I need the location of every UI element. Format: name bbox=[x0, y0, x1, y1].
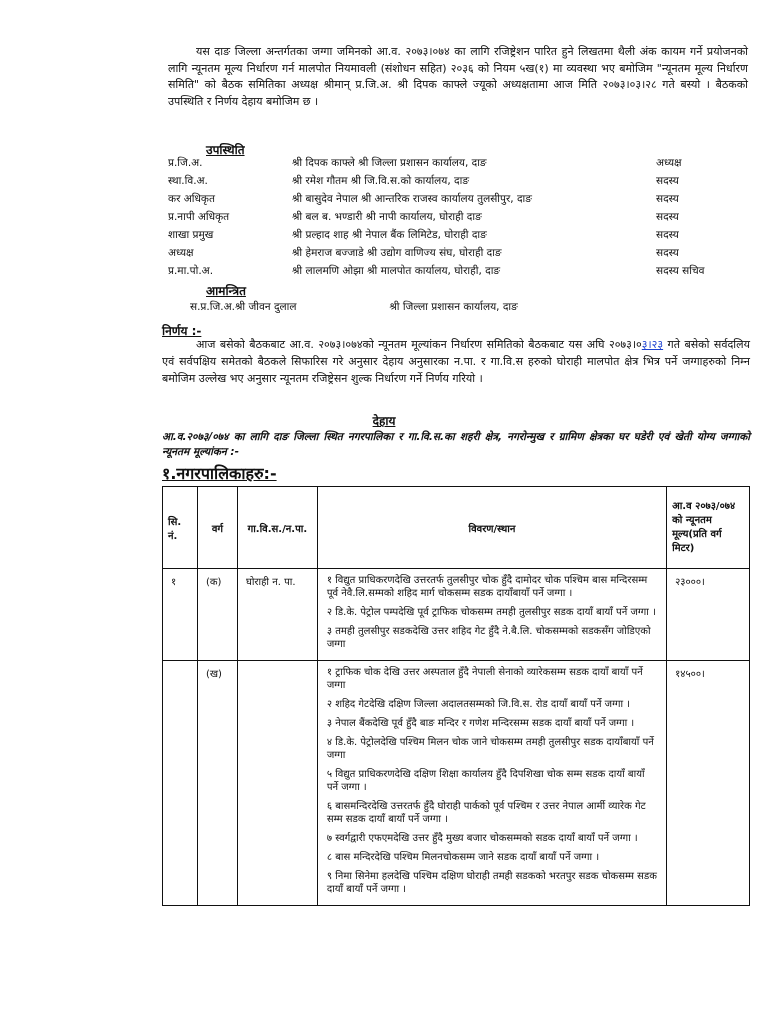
cell-description bbox=[317, 661, 666, 906]
attendance-row bbox=[168, 244, 748, 262]
list-item: ३ तमही तुलसीपुर सडकदेखि उत्तर शहिद गेट हुँदै ने.बै.लि. चोकसम्मको सडकसँग जोडिएको जग्गा bbox=[326, 626, 651, 650]
attendee-post: अध्यक्ष bbox=[168, 247, 194, 259]
list-item: ३ नेपाल बैंकदेखि पूर्व हुँदै बाङ मन्दिर र गणेश मन्दिरसम्म सडक दायाँ बायाँ पर्ने जग्गा । bbox=[326, 718, 635, 729]
list-item: ८ बास मन्दिरदेखि पश्चिम मिलनचोकसम्म जाने सडक दायाँ बायाँ पर्ने जग्गा । bbox=[326, 852, 600, 863]
cell-sn bbox=[163, 661, 198, 906]
header-description: विवरण/स्थान bbox=[317, 487, 666, 569]
attendee-name: श्री रमेश गौतम श्री जि.वि.स.को कार्यालय, दाङ bbox=[292, 175, 470, 187]
cell-rate: १४५००। bbox=[667, 661, 750, 906]
decision-paragraph bbox=[162, 336, 750, 387]
attendee-post: प्र.मा.पो.अ. bbox=[168, 265, 214, 277]
attendance-row bbox=[168, 154, 748, 172]
attendee-post: स्था.वि.अ. bbox=[168, 175, 208, 187]
decision-heading: निर्णय :- bbox=[162, 324, 202, 338]
attendee-post: प्र.नापी अधिकृत bbox=[168, 211, 230, 223]
list-item: ५ विद्युत प्राधिकरणदेखि दक्षिण शिक्षा कार्यालय हुँदै दिपशिखा चोक सम्म सडक दायाँ बायाँ पर्ने जग्गा । bbox=[326, 769, 645, 793]
cell-class: (ख) bbox=[197, 661, 237, 906]
cell-description bbox=[317, 569, 666, 661]
valuation-subtitle: आ.व.२०७३/०७४ का लागि दाङ जिल्ला स्थित नगरपालिका र गा.वि.स.का शहरी क्षेत्र, नगरोन्मुख र ग्रामिण क्षेत्रका घर घडेरी एवं खेती योग्य जग्गाको न्यूनतम मूल्यांकन :- bbox=[162, 431, 750, 458]
location-list bbox=[319, 570, 665, 659]
attendee-role: सदस्य सचिव bbox=[656, 265, 705, 277]
attendee-role: सदस्य bbox=[656, 175, 679, 187]
header-rate: आ.व २०७३/०७४ को न्यूनतम मूल्य(प्रति वर्ग मिटर) bbox=[667, 487, 750, 569]
attendee-role: सदस्य bbox=[656, 229, 679, 241]
location-list bbox=[319, 662, 665, 904]
attendee-post: प्र.जि.अ. bbox=[168, 157, 203, 169]
attendee-role: अध्यक्ष bbox=[656, 157, 682, 169]
header-vdc: गा.वि.स./न.पा. bbox=[237, 487, 317, 569]
attendance-heading: उपस्थिति bbox=[206, 143, 245, 157]
attendance-row bbox=[168, 208, 748, 226]
attendee-name: श्री बासुदेव नेपाल श्री आन्तरिक राजस्व कार्यालय तुलसीपुर, दाङ bbox=[292, 193, 532, 205]
valuation-table bbox=[162, 486, 750, 906]
invited-row bbox=[190, 300, 518, 314]
intro-paragraph: यस दाङ जिल्ला अन्तर्गतका जग्गा जमिनको आ.व. २०७३।०७४ का लागि रजिष्ट्रेशन पारित हुने लिखतमा थैली अंक कायम गर्ने प्रयोजनको लागि न्यूनतम मूल्य निर्धारण गर्न मालपोत नियमावली (संशोधन सहित) २०३६ को नियम ५ख(१) मा व्यवस्था भए बमोजिम "न्यूनतम मूल्य निर्धारण समिति" को बैठक समितिका अध्यक्ष श्रीमान् प्र.जि.अ. श्री दिपक काफ्ले ज्यूको अध्यक्षतामा आज मिति २०७३।०३।२८ गते बस्यो । बैठकको उपस्थिति र निर्णय देहाय बमोजिम छ । bbox=[168, 45, 748, 108]
attendee-name: श्री बल ब. भण्डारी श्री नापी कार्यालय, घोराही दाङ bbox=[292, 211, 482, 223]
attendance-row bbox=[168, 226, 748, 244]
attendee-post: कर अधिकृत bbox=[168, 193, 215, 205]
list-item: २ डि.के. पेट्रोल पम्पदेखि पूर्व ट्राफिक चोकसम्म तमही तुलसीपुर सडक दायाँ बायाँ पर्ने जग्गा । bbox=[326, 607, 656, 618]
attendance-table bbox=[168, 154, 748, 280]
attendance-row bbox=[168, 172, 748, 190]
section-title: १.नगरपालिकाहरु:- bbox=[162, 464, 277, 483]
list-item: ९ निमा सिनेमा हलदेखि पश्चिम दक्षिण घोराही तमही सडकको भरतपुर सडक चोकसम्म सडक दायाँ बायाँ पर्ने जग्गा । bbox=[326, 871, 657, 895]
list-item: ७ स्वर्गद्वारी एफएमदेखि उत्तर हुँदै मुख्य बजार चोकसम्मको सडक दायाँ बायाँ पर्ने जग्गा । bbox=[326, 833, 638, 844]
cell-class: (क) bbox=[197, 569, 237, 661]
table-row bbox=[163, 661, 750, 906]
invited-office: श्री जिल्ला प्रशासन कार्यालय, दाङ bbox=[389, 301, 518, 313]
cell-rate: २३०००। bbox=[667, 569, 750, 661]
table-row bbox=[163, 569, 750, 661]
decision-text-after: गते बसेको सर्वदलिय एवं सर्वपक्षिय समेतको बैठकले सिफारिस गरे अनुसार देहाय अनुसारका न.पा. र गा.वि.स हरुको घोराही मालपोत क्षेत्र भित्र पर्ने जग्गाहरुको निम्न बमोजिम उल्लेख भए अनुसार न्यूनतम रजिष्ट्रेसन शुल्क निर्धारण गर्ने निर्णय गरियो । bbox=[162, 338, 750, 385]
attendance-row bbox=[168, 190, 748, 208]
attendee-post: शाखा प्रमुख bbox=[168, 229, 214, 241]
cell-vdc bbox=[237, 661, 317, 906]
attendee-role: सदस्य bbox=[656, 247, 679, 259]
attendee-name: श्री हेमराज बज्जाडे श्री उद्योग वाणिज्य संघ, घोराही दाङ bbox=[292, 247, 502, 259]
list-item: १ ट्राफिक चोक देखि उत्तर अस्पताल हुँदै नेपाली सेनाको व्यारेकसम्म सडक दायाँ बायाँ पर्ने जग्गा bbox=[326, 667, 643, 691]
invited-name: स.प्र.जि.अ.श्री जीवन दुलाल bbox=[190, 301, 297, 313]
attendee-role: सदस्य bbox=[656, 193, 679, 205]
list-item: १ विद्युत प्राधिकरणदेखि उत्तरतर्फ तुलसीपुर चोक हुँदै दामोदर चोक पश्चिम बास मन्दिरसम्म पूर्व नेवै.लि.सम्मको शहिद मार्ग चोकसम्म सडक दायाँबायाँ पर्ने जग्गा । bbox=[326, 575, 648, 599]
attendance-row bbox=[168, 262, 748, 280]
decision-text-before: आज बसेको बैठकबाट आ.व. २०७३।०७४को न्यूनतम मूल्यांकन निर्धारण समितिको बैठकबाट यस अघि २०७३।० bbox=[196, 338, 642, 351]
list-item: ४ डि.के. पेट्रोलदेखि पश्चिम मिलन चोक जाने चोकसम्म तमही तुलसीपुर सडक दायाँबायाँ पर्ने जग्गा bbox=[326, 737, 654, 761]
cell-sn: १ bbox=[163, 569, 198, 661]
decision-date-link[interactable]: ३।२३ bbox=[641, 338, 664, 351]
cell-vdc: घोराही न. पा. bbox=[237, 569, 317, 661]
attendee-name: श्री प्रल्हाद शाह श्री नेपाल बैंक लिमिटेड, घोराही दाङ bbox=[292, 229, 487, 241]
attendee-name: श्री लालमणि ओझा श्री मालपोत कार्यालय, घोराही, दाङ bbox=[292, 265, 501, 277]
invited-heading: आमन्त्रित bbox=[206, 284, 246, 298]
attendee-role: सदस्य bbox=[656, 211, 679, 223]
dehay-heading: देहाय bbox=[372, 414, 396, 428]
list-item: ६ बासमन्दिरदेखि उत्तरतर्फ हुँदै घोराही पार्कको पूर्व पश्चिम र उत्तर नेपाल आर्मी व्यारेक गेट सम्म सडक दायाँ बायाँ पर्ने जग्गा । bbox=[326, 801, 646, 825]
header-sn: सि. नं. bbox=[163, 487, 198, 569]
list-item: २ शहिद गेटदेखि दक्षिण जिल्ला अदालतसम्मको जि.वि.स. रोड दायाँ बायाँ पर्ने जग्गा । bbox=[326, 699, 631, 710]
header-class: वर्ग bbox=[197, 487, 237, 569]
attendee-name: श्री दिपक काफ्ले श्री जिल्ला प्रशासन कार्यालय, दाङ bbox=[292, 157, 487, 169]
